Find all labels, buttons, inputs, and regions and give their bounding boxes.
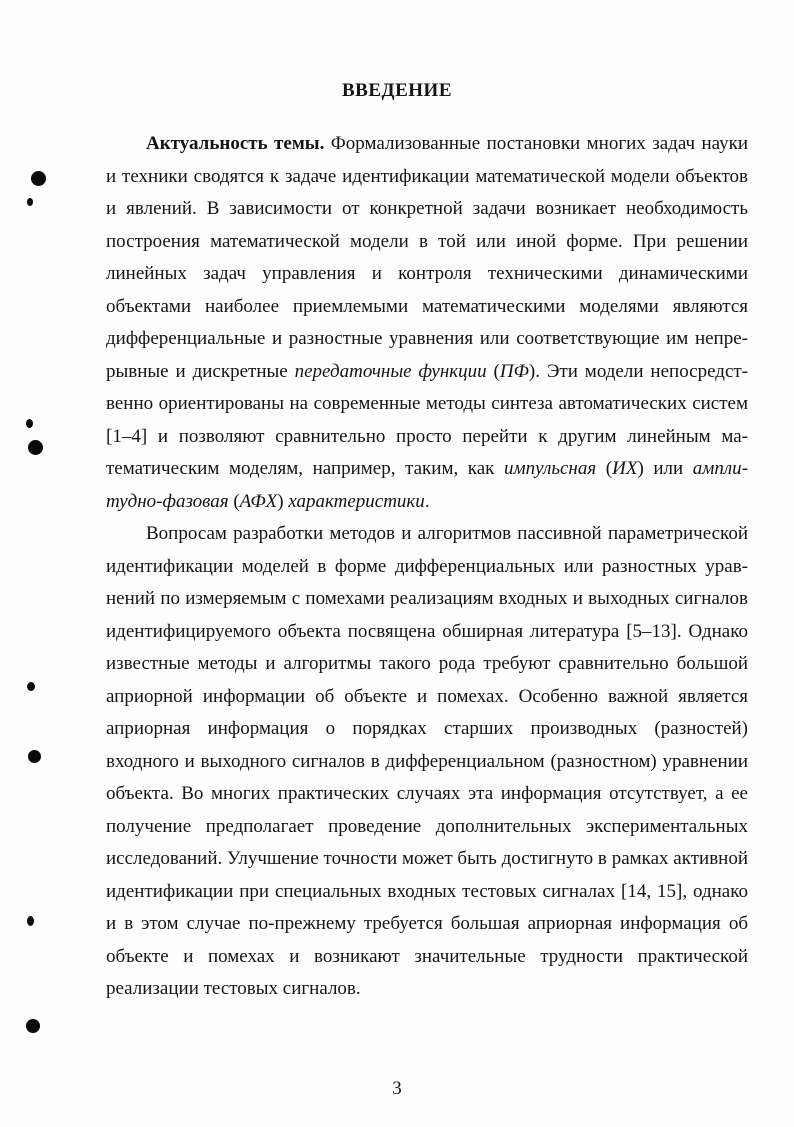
page-number: 3 — [392, 1078, 402, 1099]
binder-hole-mark — [28, 750, 41, 763]
binder-hole-mark — [27, 916, 34, 926]
page-title: ВВЕДЕНИЕ — [342, 80, 452, 101]
body-text — [106, 128, 748, 1006]
binder-hole-mark — [27, 682, 35, 691]
binder-hole-mark — [31, 171, 46, 186]
binder-hole-mark — [26, 419, 33, 428]
lead-heading: Актуальность темы. — [146, 133, 325, 154]
binder-hole-mark — [28, 440, 43, 455]
paragraph-relevance: Актуальность темы. Формализованные постановки многих задач науки и техники сводятся к задаче идентификации математической модели объектов и явлений. В зависимости от конкретной задачи возникает необходимость построения математической модели в той или иной форме. При решении линейных задач управления и контроля техническими динамическими объектами наиболее приемлемыми математическими моделями являются дифференциальные и разностные уравнения или соответствующие им непрерывные и дискретные передаточные функции (ПФ). Эти модели непосредственно ориентированы на современные методы синтеза автоматических систем [1–4] и позволяют сравнительно просто перейти к другим линейным математическим моделям, например, таким, как импульсная (ИХ) или амплитудно-фазовая (АФХ) характеристики. — [106, 133, 749, 512]
binder-hole-mark — [26, 1019, 40, 1033]
binder-hole-mark — [27, 198, 33, 206]
paragraph-literature: Вопросам разработки методов и алгоритмов пассивной параметрической идентификации моделей в форме дифференциальных или разностных уравнений по измеряемым с помехами реализациям входных и выходных сигналов идентифицируемого объекта посвящена обширная литература [5–13]. Однако известные методы и алгоритмы такого рода требуют сравнительно большой априорной информации об объекте и помехах. Особенно важной является априорная информация о порядках старших производных (разностей) входного и выходного сигналов в дифференциальном (разностном) уравнении объекта. Во многих практических случаях эта информация отсутствует, а ее получение предполагает проведение дополнительных экспериментальных исследований. Улучшение точности может быть достигнуто в рамках активной идентификации при специальных входных тестовых сигналах [14, 15], однако и в этом случае по-прежнему требуется большая априорная информация об объекте и помехах и возникают значительные трудности практической реализации тестовых сигналов. — [106, 523, 748, 999]
